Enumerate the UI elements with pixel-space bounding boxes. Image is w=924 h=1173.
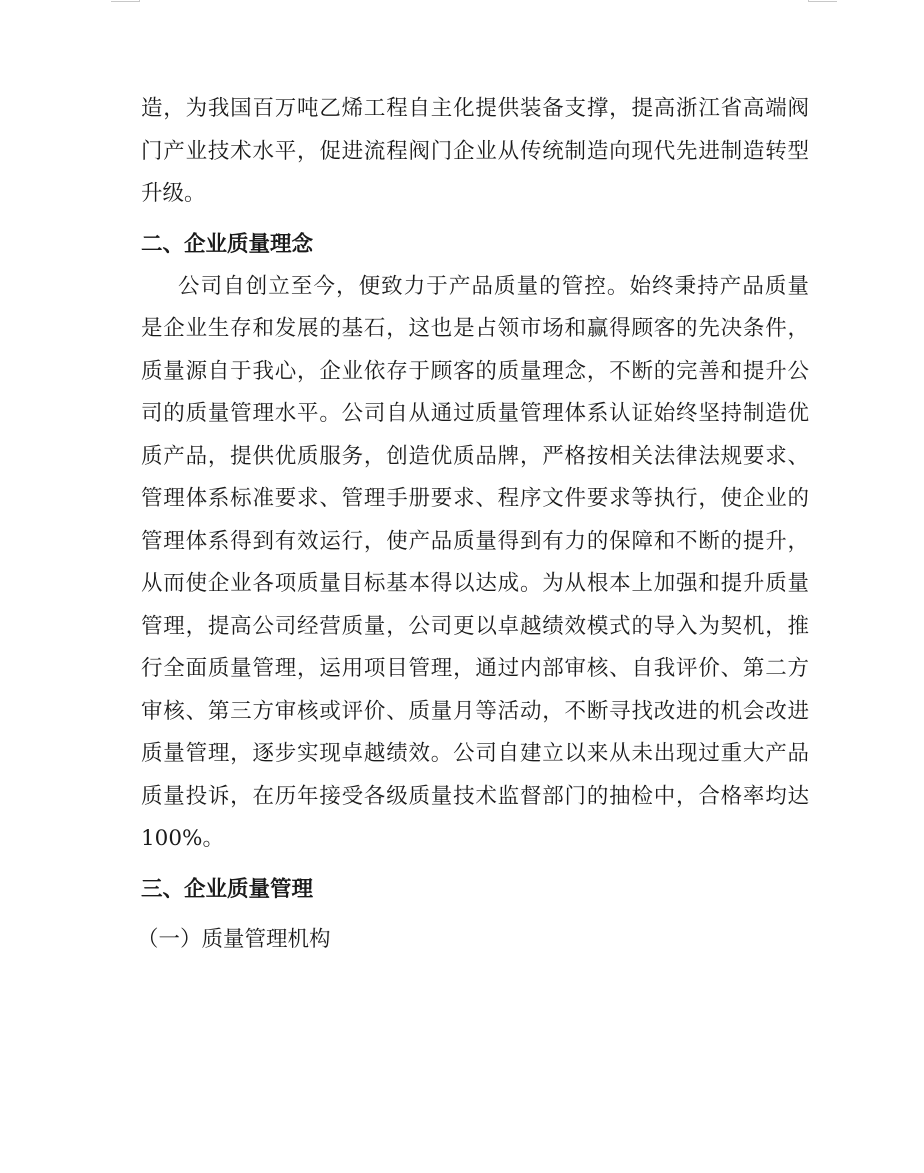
text-line: 门产业技术水平，促进流程阀门企业从传统制造向现代先进制造转型 (141, 138, 809, 164)
crop-mark-right (809, 0, 837, 2)
text-line: 管理体系得到有效运行，使产品质量得到有力的保障和不断的提升， (141, 528, 809, 554)
paragraph-spacing (141, 861, 809, 869)
text-line: 100%。 (141, 826, 224, 851)
text-line: 升级。 (141, 181, 206, 206)
text-line: 审核、第三方审核或评价、质量月等活动，不断寻找改进的机会改进 (141, 698, 809, 724)
text-line: 质产品，提供优质服务，创造优质品牌，严格按相关法律法规要求、 (141, 443, 809, 469)
section-heading-quality-philosophy: 二、企业质量理念 (141, 231, 314, 257)
section-heading-quality-management: 三、企业质量管理 (141, 876, 314, 902)
text-line: 质量投诉，在历年接受各级质量技术监督部门的抽检中，合格率均达 (141, 783, 809, 809)
quality-philosophy-paragraph (141, 266, 809, 861)
text-line: 管理体系标准要求、管理手册要求、程序文件要求等执行，使企业的 (141, 486, 809, 511)
text-line: 司的质量管理水平。公司自从通过质量管理体系认证始终坚持制造优 (141, 401, 809, 426)
text-line: 质量管理，逐步实现卓越绩效。公司自建立以来从未出现过重大产品 (141, 741, 809, 766)
text-line: 管理，提高公司经营质量，公司更以卓越绩效模式的导入为契机，推 (141, 613, 809, 639)
crop-tick-right (808, 0, 809, 2)
crop-tick-left (139, 0, 140, 2)
document-body (137, 88, 809, 961)
subsection-heading-quality-organization: （一）质量管理机构 (137, 926, 331, 952)
paragraph-spacing (141, 911, 809, 919)
intro-paragraph (141, 88, 809, 216)
crop-mark-left (111, 0, 139, 2)
paragraph-spacing (141, 216, 809, 224)
text-line: 造，为我国百万吨乙烯工程自主化提供装备支撑，提高浙江省高端阀 (141, 96, 809, 121)
text-line: 是企业生存和发展的基石，这也是占领市场和赢得顾客的先决条件， (141, 316, 809, 341)
text-line: 从而使企业各项质量目标基本得以达成。为从根本上加强和提升质量 (141, 571, 809, 596)
text-line: 公司自创立至今，便致力于产品质量的管控。始终秉持产品质量 (178, 273, 809, 299)
text-line: 行全面质量管理，运用项目管理，通过内部审核、自我评价、第二方 (141, 656, 809, 681)
text-line: 质量源自于我心，企业依存于顾客的质量理念，不断的完善和提升公 (141, 358, 809, 384)
